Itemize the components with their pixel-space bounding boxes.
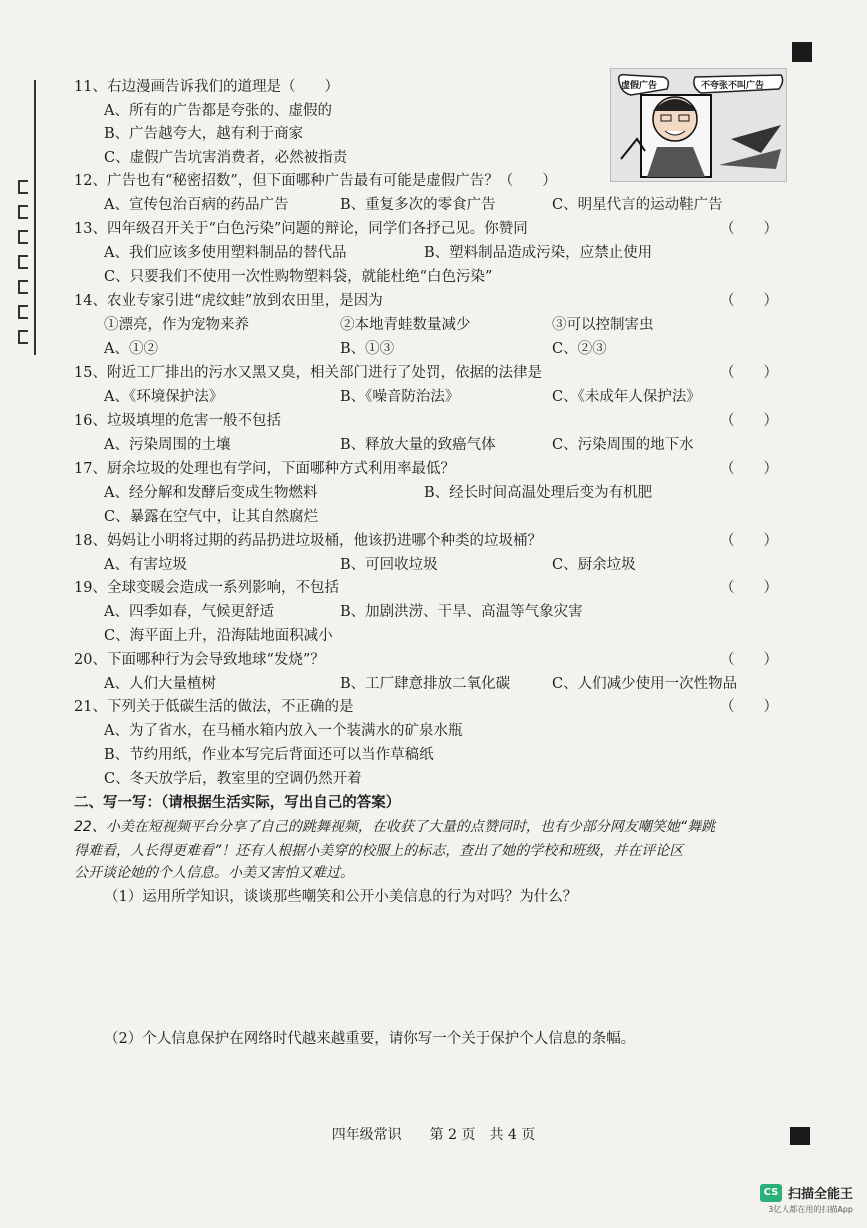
q18-option-c: C、厨余垃圾 [552, 557, 636, 573]
q12-stem: 12、广告也有“秘密招数”，但下面哪种广告最有可能是虚假广告？（ ） [74, 173, 557, 189]
q18-answer-paren: （ ） [720, 533, 778, 549]
q21-answer-paren: （ ） [720, 699, 778, 715]
q16-option-c: C、污染周围的地下水 [552, 437, 694, 453]
q22-line-1: 22、小美在短视频平台分享了自己的跳舞视频，在收获了大量的点赞同时，也有少部分网友嘲笑她“舞跳 [74, 819, 716, 835]
q14-stem: 14、农业专家引进“虎纹蛙”放到农田里，是因为 [74, 293, 383, 309]
q13-option-c: C、只要我们不使用一次性购物塑料袋，就能杜绝“白色污染” [104, 269, 493, 285]
q12-option-b: B、重复多次的零食广告 [340, 197, 496, 213]
q13-stem: 13、四年级召开关于“白色污染”问题的辩论，同学们各抒己见。你赞同 [74, 221, 528, 237]
camscanner-logo-icon: CS [760, 1184, 782, 1202]
q11-option-a: A、所有的广告都是夸张的、虚假的 [104, 103, 332, 119]
q14-item-2: ②本地青蛙数量减少 [340, 317, 471, 333]
q22-sub1-answer-area[interactable] [104, 912, 784, 1022]
q15-answer-paren: （ ） [720, 365, 778, 381]
q14-option-b: B、①③ [340, 341, 395, 357]
q13-option-b: B、塑料制品造成污染，应禁止使用 [424, 245, 653, 261]
q15-option-b: B、《噪音防治法》 [340, 389, 460, 405]
q20-answer-paren: （ ） [720, 652, 778, 668]
q15-option-a: A、《环境保护法》 [104, 389, 224, 405]
q16-answer-paren: （ ） [720, 413, 778, 429]
q18-option-a: A、有害垃圾 [104, 557, 187, 573]
q14-item-1: ①漂亮，作为宠物来养 [104, 317, 249, 333]
q19-option-a: A、四季如春，气候更舒适 [104, 604, 274, 620]
q13-option-a: A、我们应该多使用塑料制品的替代品 [104, 245, 347, 261]
comic-sign-left: 虚假广告 [621, 81, 658, 91]
q16-option-a: A、污染周围的土壤 [104, 437, 231, 453]
comic-illustration [610, 68, 787, 182]
q14-option-c: C、②③ [552, 341, 607, 357]
q13-answer-paren: （ ） [720, 221, 778, 237]
q18-option-b: B、可回收垃圾 [340, 557, 438, 573]
q22-sub1: （1）运用所学知识，谈谈那些嘲笑和公开小美信息的行为对吗？为什么？ [104, 889, 578, 905]
q11-stem: 11、右边漫画告诉我们的道理是（ ） [74, 79, 339, 95]
q11-option-b: B、广告越夸大，越有利于商家 [104, 126, 304, 142]
q22-line-3: 公开谈论她的个人信息。小美又害怕又难过。 [74, 865, 354, 881]
section2-title: 二、写一写：（请根据生活实际，写出自己的答案） [74, 794, 401, 811]
q19-stem: 19、全球变暖会造成一系列影响，不包括 [74, 580, 339, 596]
q20-option-c: C、人们减少使用一次性物品 [552, 676, 738, 692]
q21-option-b: B、节约用纸，作业本写完后背面还可以当作草稿纸 [104, 747, 434, 763]
q21-stem: 21、下列关于低碳生活的做法，不正确的是 [74, 699, 354, 715]
q20-option-a: A、人们大量植树 [104, 676, 216, 692]
q22-sub2: （2）个人信息保护在网络时代越来越重要，请你写一个关于保护个人信息的条幅。 [104, 1031, 636, 1047]
q12-option-a: A、宣传包治百病的药品广告 [104, 197, 289, 213]
q11-option-c: C、虚假广告坑害消费者，必然被指责 [104, 150, 348, 166]
binding-marks [0, 80, 40, 360]
q21-option-c: C、冬天放学后，教室里的空调仍然开着 [104, 771, 362, 787]
q17-option-b: B、经长时间高温处理后变为有机肥 [424, 485, 653, 501]
q17-stem: 17、厨余垃圾的处理也有学问，下面哪种方式利用率最低？ [74, 461, 455, 477]
watermark-name: 扫描全能王 [787, 1187, 853, 1202]
q14-item-3: ③可以控制害虫 [552, 317, 654, 333]
watermark-subtitle: 3亿人都在用的扫描App [768, 1205, 853, 1214]
q16-stem: 16、垃圾填埋的危害一般不包括 [74, 413, 281, 429]
q21-option-a: A、为了省水，在马桶水箱内放入一个装满水的矿泉水瓶 [104, 723, 463, 739]
q19-option-b: B、加剧洪涝、干旱、高温等气象灾害 [340, 604, 583, 620]
q18-stem: 18、妈妈让小明将过期的药品扔进垃圾桶，他该扔进哪个种类的垃圾桶？ [74, 533, 542, 549]
q22-line-2: 得难看，人长得更难看”！还有人根据小美穿的校服上的标志，查出了她的学校和班级，并在评论区 [74, 843, 684, 859]
page-footer: 四年级常识 第 2 页 共 4 页 [331, 1127, 536, 1143]
q15-stem: 15、附近工厂排出的污水又黑又臭，相关部门进行了处罚，依据的法律是 [74, 365, 542, 381]
scanner-watermark [760, 1180, 853, 1215]
q20-stem: 20、下面哪种行为会导致地球“发烧”？ [74, 652, 325, 668]
q17-option-a: A、经分解和发酵后变成生物燃料 [104, 485, 318, 501]
q14-option-a: A、①② [104, 341, 158, 357]
q15-option-c: C、《未成年人保护法》 [552, 389, 701, 405]
q19-answer-paren: （ ） [720, 580, 778, 596]
corner-mark-top [792, 42, 812, 62]
q22-sub2-answer-area[interactable] [104, 1054, 784, 1114]
q20-option-b: B、工厂肆意排放二氧化碳 [340, 676, 511, 692]
q12-option-c: C、明星代言的运动鞋广告 [552, 197, 723, 213]
q17-answer-paren: （ ） [720, 461, 778, 477]
q17-option-c: C、暴露在空气中，让其自然腐烂 [104, 509, 319, 525]
comic-sign-right: 不夸张不叫广告 [701, 81, 765, 91]
q14-answer-paren: （ ） [720, 293, 778, 309]
q19-option-c: C、海平面上升，沿海陆地面积减小 [104, 628, 333, 644]
q16-option-b: B、释放大量的致癌气体 [340, 437, 496, 453]
